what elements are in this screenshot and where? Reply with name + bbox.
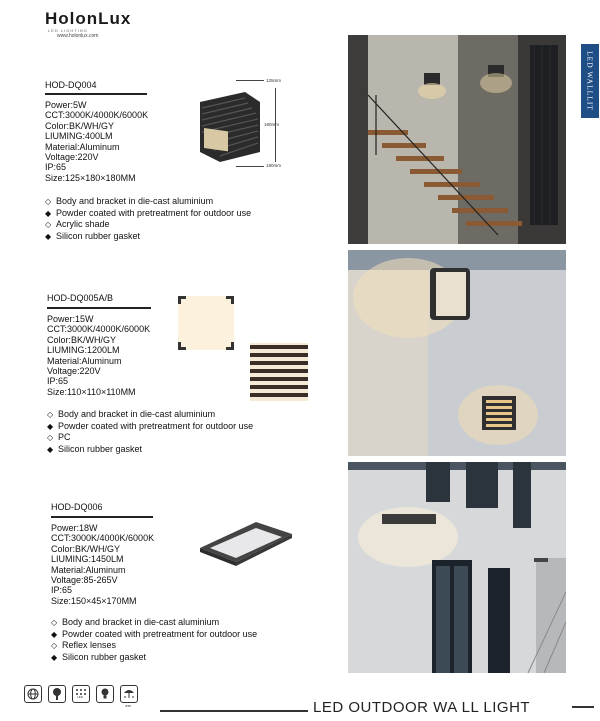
led-icon-label: LED — [77, 695, 83, 699]
product-image-dq006 — [196, 520, 296, 568]
model-divider — [45, 93, 147, 95]
photo-house-wall — [348, 250, 566, 456]
product-features: ◇ Body and bracket in die-cast aluminium ◆ Powder coated with pretreatment for outdoor use ◇ Acrylic shade ◆ Silicon rubber gasket — [45, 196, 252, 241]
dimension-height: 180mm — [264, 122, 280, 127]
product-features: ◇ Body and bracket in die-cast aluminium ◆ Powder coated with pretreatment for outdoor use ◇ Reflex lenses ◆ Silicon rubber gasket — [51, 617, 258, 662]
product-specs: Power:18W CCT:3000K/4000K/6000K Color:BK/WH/GY LIUMING:1450LM Material:Aluminum Voltage:85-265V IP:65 Size:150×45×170MM — [51, 523, 155, 606]
product-image-dq005a — [176, 294, 236, 352]
category-tab-label: LED WALLLIT — [585, 51, 595, 111]
product-specs: Power:15W CCT:3000K/4000K/6000K Color:BK/WH/GY LIUMING:1200LM Material:Aluminum Voltage:220V IP:65 Size:110×110×110MM — [47, 314, 151, 397]
dimension-depth: 180mm — [266, 163, 282, 168]
category-tab — [581, 44, 599, 118]
product-model: HOD-DQ004 — [45, 80, 97, 90]
product-model: HOD-DQ006 — [51, 502, 103, 512]
footer-rule-left — [160, 710, 308, 712]
product-specs: Power:5W CCT:3000K/4000K/6000K Color:BK/WH/GY LIUMING:400LM Material:Aluminum Voltage:220V IP:65 Size:125×180×180MM — [45, 100, 149, 183]
dimension-line — [236, 166, 264, 167]
photo-staircase — [348, 35, 566, 244]
rain-icon — [120, 685, 138, 703]
bulb-icon — [96, 685, 114, 703]
model-divider — [47, 307, 151, 309]
brand-url: www.holonlux.com — [57, 33, 99, 39]
brand-logo: HolonLux — [45, 9, 132, 28]
ip65-icon-label: IP65 — [124, 704, 132, 708]
product-model: HOD-DQ005A/B — [47, 293, 114, 303]
product-image-dq005b — [250, 343, 308, 401]
dimension-width: 125mm — [266, 78, 282, 83]
model-divider — [51, 516, 153, 518]
product-features: ◇ Body and bracket in die-cast aluminium ◆ Powder coated with pretreatment for outdoor use ◇ PC ◆ Silicon rubber gasket — [47, 409, 254, 454]
globe-icon — [24, 685, 42, 703]
certification-icons — [24, 685, 154, 713]
footer-title: LED OUTDOOR WA LL LIGHT — [313, 699, 531, 716]
product-image-dq004 — [190, 90, 270, 165]
footer-rule-right — [572, 706, 594, 708]
tree-icon — [48, 685, 66, 703]
brand-tagline: LED LIGHTING — [48, 28, 88, 33]
dimension-line — [236, 80, 264, 81]
led-grid-icon — [72, 685, 90, 703]
photo-building-night — [348, 462, 566, 673]
